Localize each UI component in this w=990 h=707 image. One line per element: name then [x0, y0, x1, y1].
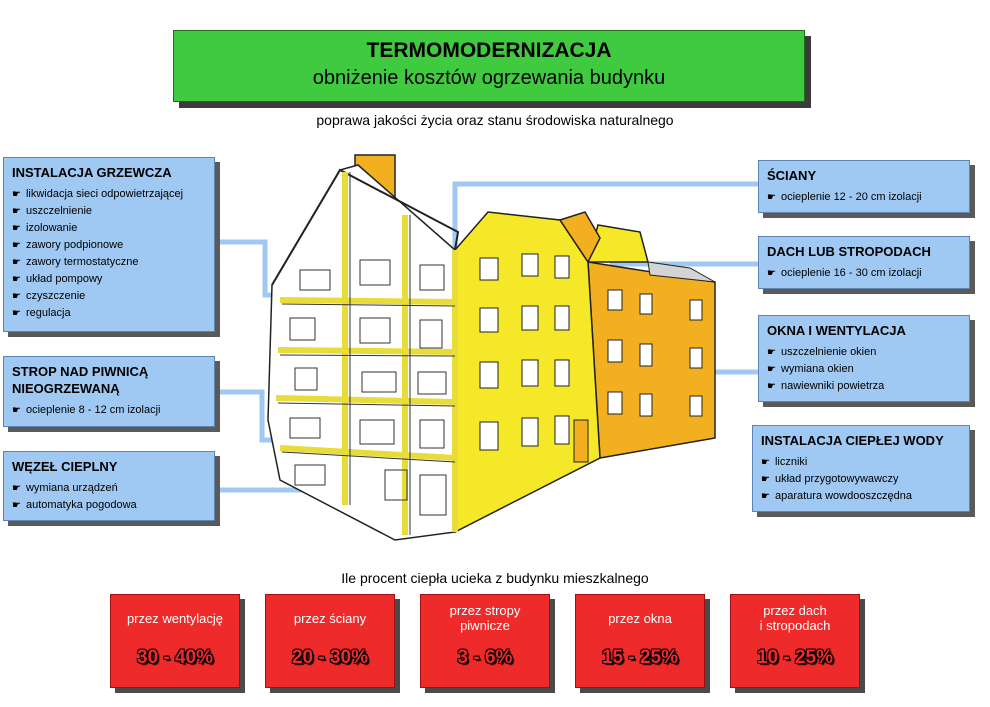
loss-value: 10 - 25% [756, 647, 834, 668]
list-item: ☛ wymiana urządzeń [12, 480, 206, 497]
panel-roof [758, 236, 970, 289]
panel-roof-title: DACH LUB STROPODACH [767, 244, 931, 259]
loss-label [731, 601, 859, 635]
list-item: ☛ układ przygotowywawczy [761, 471, 961, 488]
loss-label: przez ściany [293, 610, 367, 626]
loss-box-ventilation [110, 594, 240, 688]
list-item: ☛ wymiana okien [767, 361, 961, 378]
panel-heating-installation [3, 157, 215, 332]
loss-box-roof [730, 594, 860, 688]
panel-hot-water [752, 425, 970, 512]
list-item: ☛ likwidacja sieci odpowietrzającej [12, 186, 206, 203]
panel-walls-title: ŚCIANY [767, 168, 817, 183]
list-item: ☛ czyszczenie [12, 288, 206, 305]
loss-value: 15 - 25% [601, 647, 679, 668]
list-item: ☛ izolowanie [12, 220, 206, 237]
list-item: ☛ liczniki [761, 454, 961, 471]
list-item: ☛ układ pompowy [12, 271, 206, 288]
list-item: ☛ uszczelnienie [12, 203, 206, 220]
entrance-door [574, 420, 588, 462]
heat-loss-title: Ile procent ciepła ucieka z budynku mieszkalnego [341, 570, 649, 586]
tagline: poprawa jakości życia oraz stanu środowiska naturalnego [316, 112, 674, 128]
panel-hot-water-list [761, 454, 961, 505]
list-item: ☛ zawory podpionowe [12, 237, 206, 254]
list-item: ☛ automatyka pogodowa [12, 497, 206, 514]
panel-basement-title-line1: STROP NAD PIWNICĄ [12, 364, 149, 379]
loss-label-line2: i stropodach [759, 618, 831, 633]
loss-value: 20 - 30% [291, 647, 369, 668]
panel-basement-ceiling [3, 356, 215, 427]
panel-windows-title: OKNA I WENTYLACJA [767, 323, 906, 338]
panel-roof-list [767, 265, 961, 282]
list-item: ☛ zawory termostatyczne [12, 254, 206, 271]
list-item: ☛ regulacja [12, 305, 206, 322]
loss-label-line2: piwnicze [460, 618, 510, 633]
panel-walls [758, 160, 970, 213]
panel-heating-list [12, 186, 206, 322]
page-title: TERMOMODERNIZACJA [366, 39, 612, 62]
loss-value: 3 - 6% [457, 647, 513, 668]
loss-box-walls [265, 594, 395, 688]
panel-hot-water-title: INSTALACJA CIEPŁEJ WODY [761, 433, 944, 448]
loss-box-windows [575, 594, 705, 688]
panel-basement-list [12, 402, 206, 419]
panel-node-title: WĘZEŁ CIEPLNY [12, 459, 118, 474]
loss-label [421, 601, 549, 635]
panel-heating-title: INSTALACJA GRZEWCZA [12, 165, 172, 180]
list-item: ☛ nawiewniki powietrza [767, 378, 961, 395]
list-item: ☛ uszczelnienie okien [767, 344, 961, 361]
panel-windows-list [767, 344, 961, 395]
panel-heat-node [3, 451, 215, 521]
page-subtitle: obniżenie kosztów ogrzewania budynku [312, 67, 666, 89]
loss-label-line1: przez stropy [449, 603, 521, 618]
list-item: ☛ aparatura wowdooszczędna [761, 488, 961, 505]
list-item: ☛ ocieplenie 12 - 20 cm izolacji [767, 189, 961, 206]
list-item: ☛ ocieplenie 16 - 30 cm izolacji [767, 265, 961, 282]
list-item: ☛ ocieplenie 8 - 12 cm izolacji [12, 402, 206, 419]
panel-basement-title [12, 363, 206, 397]
loss-label-line1: przez dach [763, 603, 827, 618]
panel-basement-title-line2: NIEOGRZEWANĄ [12, 381, 120, 396]
panel-windows-ventilation [758, 315, 970, 402]
loss-label: przez wentylację [126, 610, 224, 626]
loss-box-basement [420, 594, 550, 688]
panel-node-list [12, 480, 206, 514]
loss-label: przez okna [608, 610, 672, 626]
loss-value: 30 - 40% [136, 647, 214, 668]
panel-walls-list [767, 189, 961, 206]
